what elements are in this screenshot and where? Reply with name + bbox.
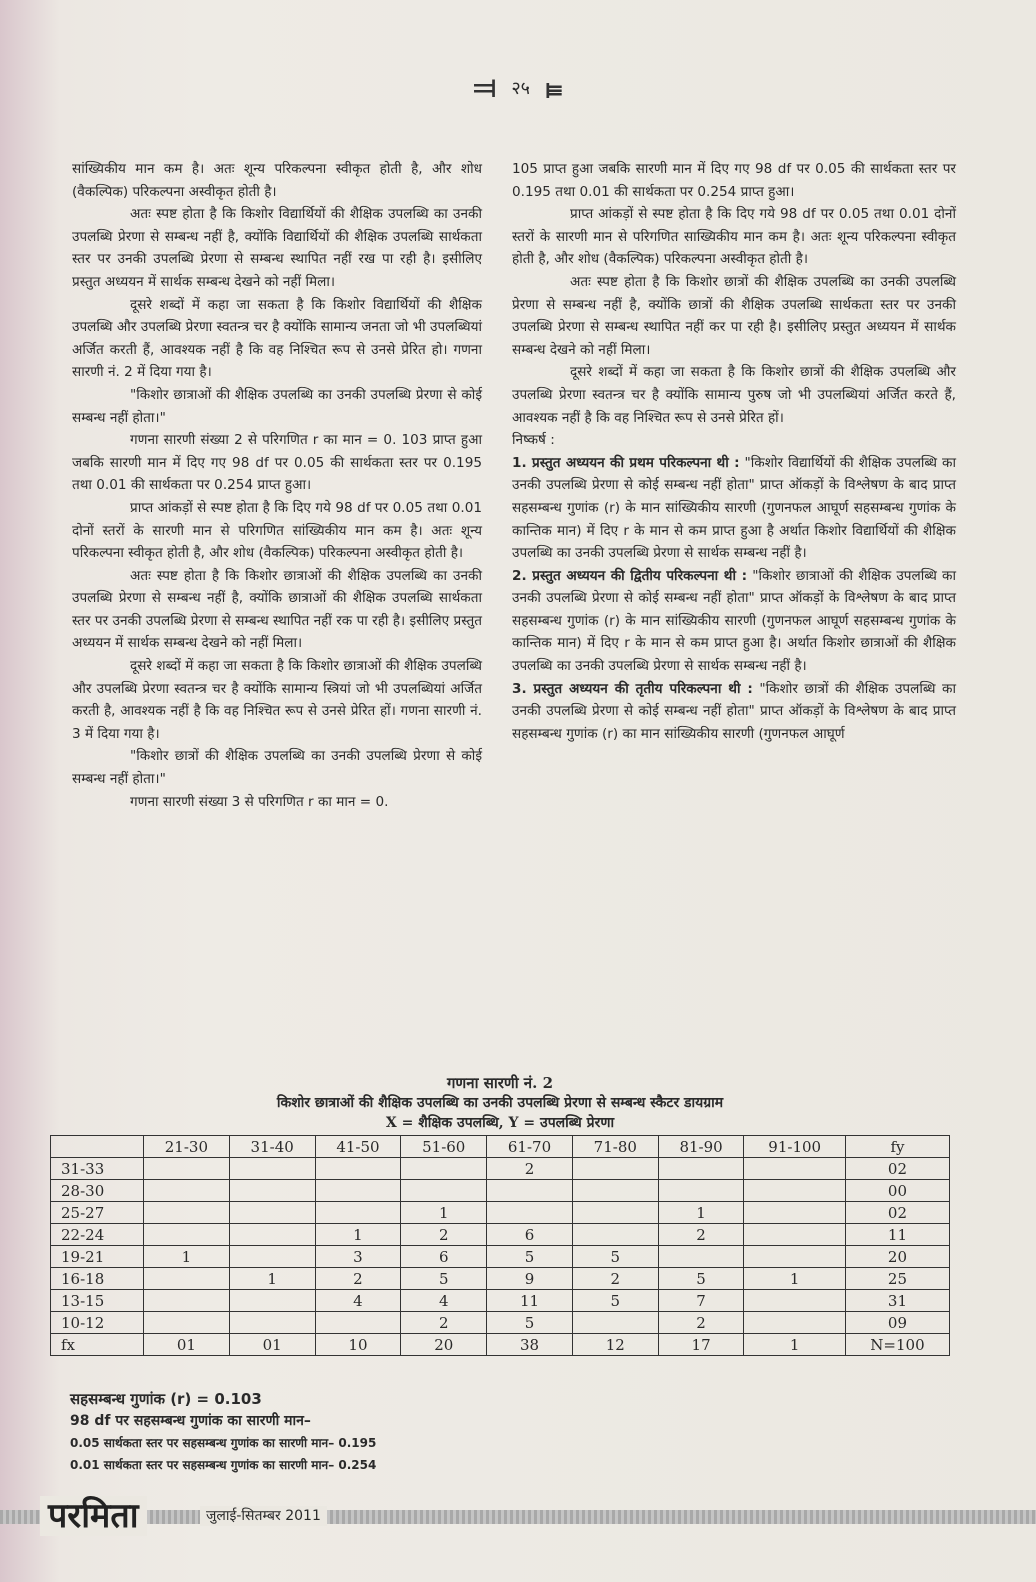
paragraph: दूसरे शब्दों में कहा जा सकता है कि किशोर छात्रों की शैक्षिक उपलब्धि और उपलब्धि प्रेरणा स्वतन्त्र चर है क्योंकि सामान्य पुरुष जो भी उपलब्धियां अर्जित करते हैं, आवश्यक नहीं है कि वह निश्चित रूप से उनसे प्रेरित हों। [512, 364, 956, 426]
table-cell [315, 1158, 401, 1180]
table-cell [487, 1202, 573, 1224]
table-header-cell: 81-90 [658, 1136, 744, 1158]
table-cell: 38 [487, 1334, 573, 1356]
table-row-label: 16-18 [51, 1268, 144, 1290]
table-cell [229, 1312, 315, 1334]
table-cell: 10 [315, 1334, 401, 1356]
table-row [51, 1202, 950, 1224]
journal-name: परमिता [40, 1496, 147, 1536]
table-cell [144, 1312, 230, 1334]
table-cell [144, 1224, 230, 1246]
table-cell [144, 1158, 230, 1180]
table-cell: N=100 [845, 1334, 949, 1356]
page-number-value: २५ [511, 77, 531, 99]
paragraph: अतः स्पष्ट होता है कि किशोर छात्रों की शैक्षिक उपलब्धि का उनकी उपलब्धि प्रेरणा से सम्बन्ध नहीं है, क्योंकि छात्रों की शैक्षिक उपलब्धि सार्थकता स्तर पर उनकी उपलब्धि प्रेरणा से सम्बन्ध स्थापित नहीं कर पा रही है। इसीलिए प्रस्तुत अध्ययन में सार्थक सम्बन्ध देखने को नहीं मिला। [512, 273, 956, 358]
table-row-label: 19-21 [51, 1246, 144, 1268]
table-cell: 2 [572, 1268, 658, 1290]
table-cell: 2 [658, 1224, 744, 1246]
table-cell: 1 [229, 1268, 315, 1290]
table-cell: 7 [658, 1290, 744, 1312]
conclusion-heading: निष्कर्ष : [512, 432, 555, 449]
table-header-row [51, 1136, 950, 1158]
conclusion-point-lead: 3. प्रस्तुत अध्ययन की तृतीय परिकल्पना थी : [512, 680, 753, 697]
table-cell: 1 [658, 1202, 744, 1224]
table-cell [744, 1158, 845, 1180]
table-body [51, 1158, 950, 1356]
table-cell: 11 [487, 1290, 573, 1312]
conclusion-point-text: "किशोर छात्रों की शैक्षिक उपलब्धि का उनकी उपलब्धि प्रेरणा से कोई सम्बन्ध नहीं होता" प्राप्त ऑकड़ों के विश्लेषण के बाद प्राप्त सहसम्बन्ध गुणांक (r) का मान सांख्यिकीय सारणी (गुणनफल आघूर्ण [512, 680, 956, 742]
table-cell: 00 [845, 1180, 949, 1202]
table-cell: 5 [658, 1268, 744, 1290]
hypothesis-quote: "किशोर छात्रों की शैक्षिक उपलब्धि का उनकी उपलब्धि प्रेरणा से कोई सम्बन्ध नहीं होता।" [72, 748, 482, 788]
table-cell [572, 1312, 658, 1334]
table-cell: 3 [315, 1246, 401, 1268]
table-cell: 2 [401, 1224, 487, 1246]
page-number-right-ornament: ⫢ [545, 70, 563, 105]
table-cell: 6 [487, 1224, 573, 1246]
table-cell [229, 1180, 315, 1202]
paragraph: अतः स्पष्ट होता है कि किशोर विद्यार्थियों की शैक्षिक उपलब्धि का उनकी उपलब्धि प्रेरणा से सम्बन्ध नहीं है, क्योंकि विद्यार्थियों की शैक्षिक उपलब्धि सार्थकता स्तर पर उनकी उपलब्धि प्रेरणा से सम्बन्ध स्थापित नहीं रख पा रही है। इसीलिए प्रस्तुत अध्ययन में सार्थक सम्बन्ध देखने को नहीं मिला। [72, 206, 482, 290]
table-cell: 17 [658, 1334, 744, 1356]
table-cell: 4 [315, 1290, 401, 1312]
table-row-label: 25-27 [51, 1202, 144, 1224]
table-title: गणना सारणी नं. 2 [446, 1074, 554, 1092]
table-cell: 2 [487, 1158, 573, 1180]
table-cell [658, 1158, 744, 1180]
table-row [51, 1158, 950, 1180]
table-cell [572, 1202, 658, 1224]
table-cell [572, 1158, 658, 1180]
table-row-label: 13-15 [51, 1290, 144, 1312]
table-header-cell: 71-80 [572, 1136, 658, 1158]
conclusion-point-lead: 1. प्रस्तुत अध्ययन की प्रथम परिकल्पना थी : [512, 454, 740, 471]
table-cell: 31 [845, 1290, 949, 1312]
footer-band [0, 1510, 1036, 1524]
table-cell [744, 1312, 845, 1334]
table-cell [744, 1224, 845, 1246]
paragraph: प्राप्त आंकड़ों से स्पष्ट होता है कि दिए गये 98 df पर 0.05 तथा 0.01 दोनों स्तरों के सारणी मान से परिगणित साख्यिकीय मान कम है। अतः शून्य परिकल्पना स्वीकृत होती है, और शोध (वैकल्पिक) परिकल्पना अस्वीकृत होती है। [512, 206, 956, 268]
table-cell: 25 [845, 1268, 949, 1290]
table-row [51, 1246, 950, 1268]
table-cell: 2 [401, 1312, 487, 1334]
table-cell: 02 [845, 1202, 949, 1224]
paragraph: प्राप्त आंकड़ों से स्पष्ट होता है कि दिए गये 98 df पर 0.05 तथा 0.01 दोनों स्तरों के सारणी मान से परिगणित सांख्यिकीय मान कम है। अतः शून्य परिकल्पना स्वीकृत होती है, और शोध (वैकल्पिक) परिकल्पना अस्वीकृत होती है। [72, 499, 482, 562]
r-value: सहसम्बन्ध गुणांक (r) = 0.103 [70, 1390, 262, 1408]
left-column [72, 158, 482, 813]
table-row-label: 22-24 [51, 1224, 144, 1246]
conclusion-point-1 [512, 452, 956, 565]
table-row [51, 1180, 950, 1202]
table-cell: 20 [845, 1246, 949, 1268]
table-cell [658, 1180, 744, 1202]
table-row-label: 10-12 [51, 1312, 144, 1334]
table-row [51, 1268, 950, 1290]
df-line: 98 df पर सहसम्बन्ध गुणांक का सारणी मान– [70, 1413, 311, 1429]
paragraph: गणना सारणी संख्या 3 से परिगणित r का मान = 0. [130, 793, 389, 810]
paragraph: गणना सारणी संख्या 2 से परिगणित r का मान = 0. 103 प्राप्त हुआ जबकि सारणी मान में दिए गए 98 df पर 0.05 की सार्थकता स्तर पर 0.195 तथा 0.01 की सार्थकता पर 0.254 प्राप्त हुआ। [72, 432, 482, 494]
table-notes [70, 1388, 376, 1476]
table-cell: 5 [487, 1246, 573, 1268]
table-header-cell: 61-70 [487, 1136, 573, 1158]
table-cell: 5 [401, 1268, 487, 1290]
table-cell [401, 1158, 487, 1180]
table-cell [229, 1202, 315, 1224]
table-cell: 4 [401, 1290, 487, 1312]
hypothesis-quote: "किशोर छात्राओं की शैक्षिक उपलब्धि का उनकी उपलब्धि प्रेरणा से कोई सम्बन्ध नहीं होता।" [72, 386, 482, 426]
table-cell [744, 1246, 845, 1268]
conclusion-point-text: "किशोर छात्राओं की शैक्षिक उपलब्धि का उनकी उपलब्धि प्रेरणा से कोई सम्बन्ध नहीं होता" प्राप्त ऑकड़ों के विश्लेषण के बाद प्राप्त सहसम्बन्ध गुणांक (r) के मान सांख्यिकीय सारणी (गुणनफल आघूर्ण सहसम्बन्ध गुणांक के कान्तिक मान) में दिए r के मान से कम प्राप्त हुआ है। अर्थात किशोर छात्राओं की शैक्षिक उपलब्धि का उनकी उपलब्धि प्रेरणा से सार्थक सम्बन्ध नहीं है। [512, 567, 956, 675]
table-row [51, 1290, 950, 1312]
table-cell [315, 1202, 401, 1224]
table-cell: 1 [401, 1202, 487, 1224]
table-cell [401, 1180, 487, 1202]
table-cell [572, 1224, 658, 1246]
table-cell [487, 1180, 573, 1202]
paragraph: दूसरे शब्दों में कहा जा सकता है कि किशोर छात्राओं की शैक्षिक उपलब्धि और उपलब्धि प्रेरणा स्वतन्त्र चर है क्योंकि सामान्य स्त्रियां जो भी उपलब्धियां अर्जित करती है, आवश्यक नहीं है कि वह निश्चित रूप से उनसे प्रेरित हों। गणना सारणी नं. 3 में दिया गया है। [72, 658, 482, 742]
table-cell: 5 [572, 1290, 658, 1312]
table-cell: 02 [845, 1158, 949, 1180]
table-cell [658, 1246, 744, 1268]
page-number [0, 70, 1036, 105]
table-cell: 12 [572, 1334, 658, 1356]
conclusion-point-text: "किशोर विद्यार्थियों की शैक्षिक उपलब्धि का उनकी उपलब्धि प्रेरणा से कोई सम्बन्ध नहीं होता" प्राप्त ऑकड़ों के विश्लेषण के बाद प्राप्त सहसम्बन्ध गुणांक (r) के मान सांख्यिकीय सारणी (गुणनफल आघूर्ण सहसम्बन्ध गुणांक के कान्तिक मान) में दिए r के मान से कम प्राप्त हुआ है अर्थात किशोर विद्यार्थियों की शैक्षिक उपलब्धि का उनकी उपलब्धि प्रेरणा से सार्थक सम्बन्ध नहीं है। [512, 454, 956, 562]
scatter-diagram-table [50, 1135, 950, 1356]
table-header-cell [51, 1136, 144, 1158]
table-cell: 2 [658, 1312, 744, 1334]
table-cell [144, 1268, 230, 1290]
table-cell [744, 1290, 845, 1312]
table-header-cell: fy [845, 1136, 949, 1158]
table-cell: 20 [401, 1334, 487, 1356]
table-cell: 01 [229, 1334, 315, 1356]
table-cell: 11 [845, 1224, 949, 1246]
table-cell [229, 1224, 315, 1246]
table-cell: 6 [401, 1246, 487, 1268]
journal-issue: जुलाई-सितम्बर 2011 [200, 1506, 327, 1526]
table-cell [144, 1180, 230, 1202]
table-cell: 01 [144, 1334, 230, 1356]
table-cell [144, 1202, 230, 1224]
page-footer [0, 1496, 1036, 1536]
table-row [51, 1334, 950, 1356]
table-header-cell: 31-40 [229, 1136, 315, 1158]
table-axes-legend: X = शैक्षिक उपलब्धि, Y = उपलब्धि प्रेरणा [385, 1115, 615, 1131]
table-cell: 1 [744, 1334, 845, 1356]
table-row-label: 28-30 [51, 1180, 144, 1202]
paragraph: अतः स्पष्ट होता है कि किशोर छात्राओं की शैक्षिक उपलब्धि का उनकी उपलब्धि प्रेरणा से सम्बन्ध नहीं है, क्योंकि छात्राओं की शैक्षिक उपलब्धि सार्थकता स्तर पर उनकी उपलब्धि प्रेरणा से सम्बन्ध स्थापित नहीं रक पा रही है। इसीलिए प्रस्तुत अध्ययन में सार्थक सम्बन्ध देखने को नहीं मिला। [72, 567, 482, 652]
table-cell: 1 [144, 1246, 230, 1268]
table-row-label: fx [51, 1334, 144, 1356]
right-column [512, 158, 956, 745]
table-cell: 09 [845, 1312, 949, 1334]
table-cell [315, 1312, 401, 1334]
conclusion-point-2 [512, 565, 956, 678]
table-cell: 5 [572, 1246, 658, 1268]
page-number-left-ornament: ⫤ [473, 70, 497, 105]
table-header-cell: 41-50 [315, 1136, 401, 1158]
table-cell [229, 1246, 315, 1268]
table-cell: 9 [487, 1268, 573, 1290]
critical-value-001: 0.01 सार्थकता स्तर पर सहसम्बन्ध गुणांक का सारणी मान– 0.254 [70, 1458, 377, 1472]
table-cell [144, 1290, 230, 1312]
critical-value-005: 0.05 सार्थकता स्तर पर सहसम्बन्ध गुणांक का सारणी मान– 0.195 [70, 1436, 377, 1450]
table-row [51, 1224, 950, 1246]
table-header-cell: 51-60 [401, 1136, 487, 1158]
table-header-cell: 21-30 [144, 1136, 230, 1158]
table-cell: 5 [487, 1312, 573, 1334]
table-cell [572, 1180, 658, 1202]
paragraph: 105 प्राप्त हुआ जबकि सारणी मान में दिए गए 98 df पर 0.05 की सार्थकता स्तर पर 0.195 तथा 0.01 की सार्थकता पर 0.254 प्राप्त हुआ। [512, 161, 956, 200]
paragraph: सांख्यिकीय मान कम है। अतः शून्य परिकल्पना स्वीकृत होती है, और शोध (वैकल्पिक) परिकल्पना अस्वीकृत होती है। [72, 161, 482, 200]
table-cell: 2 [315, 1268, 401, 1290]
table-cell: 1 [315, 1224, 401, 1246]
table-cell: 1 [744, 1268, 845, 1290]
table-cell [744, 1202, 845, 1224]
paragraph: दूसरे शब्दों में कहा जा सकता है कि किशोर विद्यार्थियों की शैक्षिक उपलब्धि और उपलब्धि प्रेरणा स्वतन्त्र चर है क्योंकि सामान्य जनता जो भी उपलब्धियां अर्जित करती हैं, आवश्यक नहीं है कि वह निश्चित रूप से उनसे प्रेरित हो। गणना सारणी नं. 2 में दिया गया है। [72, 296, 482, 381]
table-row-label: 31-33 [51, 1158, 144, 1180]
table-subtitle: किशोर छात्राओं की शैक्षिक उपलब्धि का उनकी उपलब्धि प्रेरणा से सम्बन्ध स्कैटर डायग्राम [276, 1095, 724, 1111]
conclusion-point-lead: 2. प्रस्तुत अध्ययन की द्वितीय परिकल्पना थी : [512, 567, 748, 584]
table-header-cell: 91-100 [744, 1136, 845, 1158]
conclusion-point-3 [512, 678, 956, 746]
table-cell [229, 1158, 315, 1180]
scatter-table-block [50, 1073, 950, 1356]
table-cell [229, 1290, 315, 1312]
table-cell [744, 1180, 845, 1202]
table-row [51, 1312, 950, 1334]
table-cell [315, 1180, 401, 1202]
